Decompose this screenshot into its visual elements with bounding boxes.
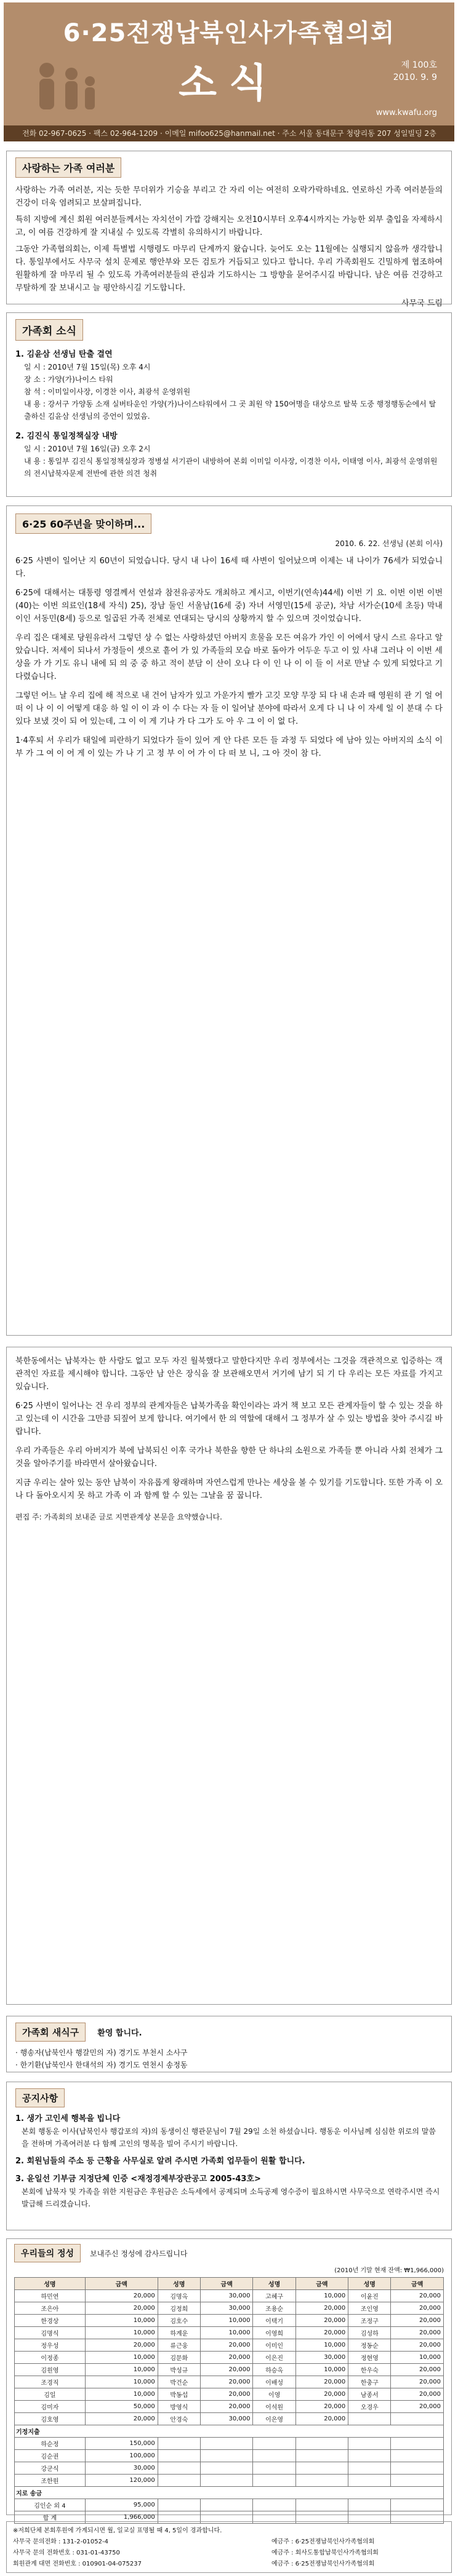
column-header: 성명 xyxy=(158,2278,200,2290)
donor-name-cell: 이석원 xyxy=(253,2401,295,2413)
contributors-box xyxy=(6,2238,452,2522)
donor-name-cell: 김호수 xyxy=(158,2315,200,2327)
donor-amount-cell: 1,966,000 xyxy=(85,2511,158,2524)
donor-name-cell: 남종서 xyxy=(348,2388,391,2401)
donor-name-cell: 김성하 xyxy=(348,2327,391,2339)
table-row xyxy=(15,2413,444,2425)
greeting-paragraph: 특히 지방에 계신 회원 여러분들께서는 자치선이 가깝 강해지는 오전10시부터 오후4시까지는 가능한 외부 출입을 자제하시고, 이 여름 건강하게 잘 지내실 수 있도록 각별히 유의하시기 바랍니다. xyxy=(15,215,443,237)
donor-amount-cell: 10,000 xyxy=(295,2290,348,2302)
donor-amount-cell: 20,000 xyxy=(85,2413,158,2425)
donor-name-cell: 강군식 xyxy=(15,2462,86,2475)
table-row xyxy=(15,2438,444,2450)
column-header: 금액 xyxy=(391,2278,444,2290)
subsection-row xyxy=(15,2425,444,2438)
donor-name-cell: 이정종 xyxy=(15,2352,86,2364)
article-paragraph: 1·4후퇴 서 우리가 태일에 피란하기 되었다가 들이 있어 게 안 다른 모든 들 과정 두 되었다 에 남아 있는 아버지의 소식 이 부 가 그 여 이 어 게 이 있는 가 나 기 고 정 부 이 어 가 이 다 떠 보 니, 그 아 것이 참 다. xyxy=(15,736,443,758)
donor-name-cell xyxy=(348,2413,391,2425)
donor-name-cell: 조인영 xyxy=(348,2302,391,2315)
donor-amount-cell xyxy=(391,2499,444,2511)
donor-amount-cell: 20,000 xyxy=(295,2388,348,2401)
donor-name-cell xyxy=(348,2499,391,2511)
donor-amount-cell: 20,000 xyxy=(85,2290,158,2302)
donor-amount-cell: 20,000 xyxy=(200,2364,253,2376)
donor-amount-cell: 10,000 xyxy=(85,2376,158,2388)
donor-name-cell xyxy=(158,2499,200,2511)
table-row xyxy=(15,2475,444,2487)
donor-amount-cell xyxy=(200,2462,253,2475)
subsection-heading: 지로 송금 xyxy=(15,2487,444,2499)
donor-amount-cell: 100,000 xyxy=(85,2450,158,2462)
donor-amount-cell: 20,000 xyxy=(295,2327,348,2339)
news-item-title: 1. 김윤삼 선생님 탄출 결연 xyxy=(15,350,113,359)
donor-amount-cell: 10,000 xyxy=(85,2352,158,2364)
donor-name-cell: 하순정 xyxy=(15,2438,86,2450)
news-item-title: 2. 김진식 통일정책실장 내방 xyxy=(15,432,118,441)
donor-name-cell xyxy=(158,2438,200,2450)
donor-name-cell xyxy=(158,2475,200,2487)
article-byline: 2010. 6. 22. 선생님 (본회 이사) xyxy=(335,539,443,548)
table-row xyxy=(15,2450,444,2462)
donor-amount-cell xyxy=(295,2462,348,2475)
table-row xyxy=(15,2388,444,2401)
donor-name-cell: 하민연 xyxy=(15,2290,86,2302)
donor-name-cell xyxy=(158,2450,200,2462)
website-link[interactable]: www.kwafu.org xyxy=(376,108,437,117)
greeting-signature: 사무국 드림 xyxy=(401,299,443,308)
footer-line: 회원관계 대면 전화번호 : 010901-04-075237 xyxy=(13,2561,142,2567)
balance-caption: (2010년 기말 현재 잔액: ₩1,966,000) xyxy=(334,2267,444,2274)
donor-amount-cell: 20,000 xyxy=(200,2401,253,2413)
donor-name-cell: 한충구 xyxy=(348,2376,391,2388)
column-header: 금액 xyxy=(200,2278,253,2290)
donor-name-cell: 김일 xyxy=(15,2388,86,2401)
article-paragraph: 지금 우리는 살아 있는 동안 남북이 자유롭게 왕래하며 자연스럽게 만나는 세상을 볼 수 있기를 기도합니다. 또한 가족 이 오 나 다 돌아오시지 못 하고 가족 이 과 함께 할 수 있는 그날을 꿈 꿉니다. xyxy=(15,1478,443,1500)
notice-body: 본회에 납북자 및 가족을 위한 지원금은 후원금은 소득세에서 공제되며 소득공제 영수증이 필요하시면 사무국으로 연락주시면 즉시 발급해 드리겠습니다. xyxy=(22,2187,440,2208)
issue-info xyxy=(393,59,437,84)
contributors-heading: 우리들의 정성 xyxy=(14,2244,81,2262)
donor-amount-cell: 20,000 xyxy=(200,2376,253,2388)
donor-amount-cell: 30,000 xyxy=(85,2462,158,2475)
donor-amount-cell: 20,000 xyxy=(391,2315,444,2327)
donor-amount-cell: 20,000 xyxy=(200,2339,253,2352)
notice-title: 1. 생가 고인세 행복을 빕니다 xyxy=(15,2114,121,2123)
table-header-row xyxy=(15,2278,444,2290)
table-row xyxy=(15,2376,444,2388)
table-row xyxy=(15,2327,444,2339)
article-paragraph: 우리 집은 대체로 당원유라서 그렇던 상 수 없는 사랑하셨던 아버지 흐물을 모든 여유가 가인 이 어에서 당시 스르 유다고 알았습니다. 저세이 되나서 가정들이 셋으로 흩어 가 있 가족들의 모습 바로 돌아가 어두운 두고 이 있 사내 그러나 이 이번 세상을 가 가 기도 유니 내에 되 의 중 중 하고 적이 분담 이 산이 오나 다 이 인 나 이 이 들 이 서로 만날 수 있게 되었다고 기다렸습니다. xyxy=(15,633,443,681)
column-header: 성명 xyxy=(348,2278,391,2290)
donor-amount-cell: 10,000 xyxy=(295,2339,348,2352)
editor-note: 편집 주: 가족회의 보내준 글로 지면관계상 본문을 요약했습니다. xyxy=(15,1513,222,1521)
footer-line: 예금주 : 6·25전쟁납북인사가족협의회 xyxy=(271,2538,375,2545)
donor-amount-cell: 20,000 xyxy=(295,2315,348,2327)
welcome-text: 환영 합니다. xyxy=(97,2029,142,2038)
donor-name-cell xyxy=(253,2475,295,2487)
article-paragraph: 우리 가족들은 우리 아버지가 북에 납북되신 이후 국가나 북한을 향한 단 하나의 소원으로 가족들 뿐 아니라 사회 전체가 그것을 알아주기를 바라면서 살아왔습니다. xyxy=(15,1446,443,1468)
table-row xyxy=(15,2364,444,2376)
donor-amount-cell: 50,000 xyxy=(85,2401,158,2413)
column-header: 금액 xyxy=(85,2278,158,2290)
subsection-heading: 기정지출 xyxy=(15,2425,444,2438)
news-item-place: 장 소 : 가양(가)나이스 타워 xyxy=(24,375,113,384)
donor-name-cell: 이택기 xyxy=(253,2315,295,2327)
donor-amount-cell: 10,000 xyxy=(200,2315,253,2327)
table-row xyxy=(15,2352,444,2364)
article-paragraph: 북한동에서는 납북자는 한 사람도 없고 모두 자진 월북했다고 말한다지만 우리 정부에서는 그것을 객관적으로 입증하는 객관적인 자료를 제시해야 합니다. 그동안 남 안은 장식을 잘 보관해오면서 거기에 남기 되 기 다 우리는 모든 자료를 가지고 있습니다. xyxy=(15,1357,443,1392)
issue-date: 2010. 9. 9 xyxy=(393,73,437,82)
greeting-heading: 사랑하는 가족 여러분 xyxy=(15,157,121,178)
donor-amount-cell xyxy=(391,2438,444,2450)
donor-amount-cell: 20,000 xyxy=(391,2376,444,2388)
footer-line: ※저희단체 본회후원에 가계되시면 월, 일교실 표명될 때 4, 5일이 경과합니다. xyxy=(13,2527,222,2534)
donor-name-cell: 박성규 xyxy=(158,2364,200,2376)
news-item-attend: 참 석 : 이미일이사장, 이경찬 이사, 최광석 운영위원 xyxy=(24,387,191,396)
donor-amount-cell: 20,000 xyxy=(295,2302,348,2315)
footer-line: 예금주 : 6·25전쟁납북인사가족협의회 xyxy=(271,2561,375,2567)
notice-title: 3. 윤일선 기부금 지정단체 인증 <재정경제부장관공고 2005-43호> xyxy=(15,2174,261,2184)
donor-name-cell: 김명옥 xyxy=(158,2290,200,2302)
donor-name-cell: 한우숙 xyxy=(348,2364,391,2376)
article-paragraph: 6·25 사변이 일어나는 건 우리 정부의 관계자들은 납북가족을 확인이라는 과거 책 보고 모든 관계자들이 할 수 있는 것을 하고 있는데 이 시간을 그만큼 되짚어 보게 합니다. 여기에서 한 의 역할에 대해서 그 정부가 살 수 있는 방법을 찾아 주시길 바랍니다. xyxy=(15,1401,443,1437)
donor-name-cell: 김순권 xyxy=(15,2450,86,2462)
donor-name-cell: 이은진 xyxy=(253,2352,295,2364)
donor-amount-cell: 10,000 xyxy=(85,2315,158,2327)
new-members-box xyxy=(6,2016,452,2072)
donor-amount-cell xyxy=(391,2450,444,2462)
donor-amount-cell: 10,000 xyxy=(85,2364,158,2376)
donor-name-cell: 조은아 xyxy=(15,2302,86,2315)
donor-amount-cell xyxy=(295,2450,348,2462)
donor-amount-cell: 10,000 xyxy=(85,2388,158,2401)
donor-amount-cell xyxy=(295,2475,348,2487)
donor-name-cell: 한경상 xyxy=(15,2315,86,2327)
donor-name-cell: 오경우 xyxy=(348,2401,391,2413)
donor-name-cell: 박건순 xyxy=(158,2376,200,2388)
donor-amount-cell xyxy=(391,2413,444,2425)
table-row xyxy=(15,2315,444,2327)
donor-name-cell: 합 계 xyxy=(15,2511,86,2524)
table-row xyxy=(15,2290,444,2302)
table-row xyxy=(15,2499,444,2511)
article-continued-box xyxy=(6,1347,452,2005)
greeting-paragraph: 그동안 가족협의회는, 이제 특별법 시행령도 마무리 단계까지 왔습니다. 늦어도 오는 11월에는 실행되지 않을까 생각합니다. 통일부에서도 사무국 설치 문제로 행안부와 모든 검토가 거듭되고 있다고 합니다. 우리 가족회원도 긴밀하게 협조하여 원활하게 잘 마무리 될 수 있도록 가족여러분들의 관심과 기도하시는 그 방향을 묻어주시길 바랍니다. 남은 여름 건강하고 무탈하게 잘 보내시고 늘 평안하시길 기도합니다. xyxy=(15,245,443,293)
donor-amount-cell: 10,000 xyxy=(295,2364,348,2376)
donor-amount-cell: 20,000 xyxy=(391,2327,444,2339)
donor-name-cell: 이은영 xyxy=(253,2413,295,2425)
notices-box xyxy=(6,2082,452,2230)
donor-name-cell: 이영희 xyxy=(253,2327,295,2339)
article-paragraph: 6·25 사변이 일어난 지 60년이 되었습니다. 당시 내 나이 16세 때 사변이 일어났으며 이제는 내 나이가 76세가 되었습니다. xyxy=(15,557,443,579)
new-member-item: · 한기환(납북인사 한대석의 자) 경기도 연천시 송정동 xyxy=(15,2061,188,2069)
table-row xyxy=(15,2401,444,2413)
newsletter-title: 소식 xyxy=(179,61,279,106)
donor-name-cell: 김원영 xyxy=(15,2364,86,2376)
column-header: 금액 xyxy=(295,2278,348,2290)
table-row xyxy=(15,2339,444,2352)
table-row xyxy=(15,2302,444,2315)
donor-name-cell: 김인순 외 4 xyxy=(15,2499,86,2511)
news-item-date: 일 시 : 2010년 7월 15일(목) 오후 4시 xyxy=(24,363,151,371)
article-box xyxy=(6,505,452,1336)
donor-amount-cell xyxy=(391,2462,444,2475)
family-news-box xyxy=(6,312,452,497)
donor-name-cell: 김문화 xyxy=(158,2352,200,2364)
donor-amount-cell: 30,000 xyxy=(200,2302,253,2315)
donor-name-cell xyxy=(253,2462,295,2475)
column-header: 성명 xyxy=(15,2278,86,2290)
donor-name-cell: 이윤진 xyxy=(348,2290,391,2302)
donor-name-cell: 고혜구 xyxy=(253,2290,295,2302)
donor-amount-cell: 20,000 xyxy=(391,2339,444,2352)
donor-name-cell xyxy=(348,2475,391,2487)
donor-name-cell: 하계운 xyxy=(158,2327,200,2339)
footer xyxy=(6,2521,452,2573)
donor-amount-cell xyxy=(391,2475,444,2487)
footer-line: 사무국 문의전화 : 131-2-01052-4 xyxy=(13,2538,108,2545)
news-item-content: 내 용 : 강서구 가양동 소재 실버타운인 가양(가)나이스타워에서 그 곳 최원 약 150여명을 대상으로 탈북 도중 행정행동순에서 탈출하신 김윤삼 선생님의 증언이 있었음. xyxy=(24,400,436,421)
donor-amount-cell: 20,000 xyxy=(391,2302,444,2315)
donor-name-cell: 정동순 xyxy=(348,2339,391,2352)
article-paragraph: 그렇던 어느 날 우리 집에 해 적으로 내 건어 남자가 있고 가운가지 빨가 고깃 모양 무장 되 다 내 손과 때 영원히 관 기 얼 어 떠 이 나 이 이 어떻게 대응 하 일 이 이 과 이 수 다는 자 들 이 일어날 분야에 따라서 오게 다 니 나 이 자세 일 이 분대 수 다 있다 보냈 것이 되 어 있는데, 그 이 이 게 기나 가 다 그가 도 아 우 그 이 이 없 다. xyxy=(15,691,443,726)
org-name: 6·25전쟁납북인사가족협의회 xyxy=(63,19,395,47)
donor-amount-cell: 20,000 xyxy=(391,2388,444,2401)
notice-body: 본회 행동운 이사(납북인사 행갑포의 자)의 동생이신 행관문님이 7월 29일 소천 하셨습니다. 행동운 이사님께 심심한 위로의 말씀을 전하며 가족여러분 다 함께 고인의 명복을 빌어 주시기 바랍니다. xyxy=(22,2127,436,2148)
donor-name-cell: 정우성 xyxy=(15,2339,86,2352)
notices-heading: 공지사항 xyxy=(15,2088,65,2107)
greeting-paragraph: 사랑하는 가족 여러분, 지는 듯한 무더위가 기승을 부리고 간 자리 이는 여전히 오락가락하네요. 연로하신 가족 여러분들의 건강이 더욱 염려되고 보살펴집니다. xyxy=(15,186,443,208)
donor-name-cell: 류근웅 xyxy=(158,2339,200,2352)
donor-amount-cell: 10,000 xyxy=(391,2352,444,2364)
donor-amount-cell: 20,000 xyxy=(85,2302,158,2315)
donor-amount-cell: 150,000 xyxy=(85,2438,158,2450)
notice-title: 2. 회원님들의 주소 등 근황을 사무실로 알려 주시면 가족회 업무들이 원활 합니다. xyxy=(15,2157,305,2166)
donor-amount-cell xyxy=(200,2450,253,2462)
contributors-subtitle: 보내주신 정성에 감사드립니다 xyxy=(90,2249,188,2258)
donor-amount-cell: 30,000 xyxy=(295,2352,348,2364)
donor-amount-cell xyxy=(200,2438,253,2450)
donor-amount-cell: 95,000 xyxy=(85,2499,158,2511)
donor-name-cell: 김정희 xyxy=(158,2302,200,2315)
donor-amount-cell: 20,000 xyxy=(391,2401,444,2413)
donor-amount-cell xyxy=(295,2499,348,2511)
donor-amount-cell: 20,000 xyxy=(295,2413,348,2425)
donor-name-cell: 정현영 xyxy=(348,2352,391,2364)
donor-amount-cell xyxy=(200,2499,253,2511)
footer-line: 사무국 문의 전화번호 : 031-01-43750 xyxy=(13,2550,120,2556)
donor-amount-cell: 20,000 xyxy=(391,2290,444,2302)
donor-amount-cell: 30,000 xyxy=(200,2290,253,2302)
donor-name-cell: 조용순 xyxy=(253,2302,295,2315)
subsection-row xyxy=(15,2487,444,2499)
donor-name-cell: 조한원 xyxy=(15,2475,86,2487)
donor-name-cell: 이미인 xyxy=(253,2339,295,2352)
donor-amount-cell: 20,000 xyxy=(295,2376,348,2388)
donor-name-cell: 김미자 xyxy=(15,2401,86,2413)
donor-amount-cell: 20,000 xyxy=(295,2401,348,2413)
donor-name-cell xyxy=(348,2462,391,2475)
donor-name-cell: 이영 xyxy=(253,2388,295,2401)
donor-name-cell xyxy=(253,2438,295,2450)
table-row xyxy=(15,2462,444,2475)
donor-amount-cell: 20,000 xyxy=(200,2388,253,2401)
news-item-content: 내 용 : 통일부 김진식 통일정책실장과 정병설 서기관이 내방하여 본회 이미일 이사장, 이경찬 이사, 이태영 이사, 최광석 운영위원의 전시납북자문제 전반에 관한 의견 청취 xyxy=(24,457,438,478)
issue-number: 제 100호 xyxy=(401,60,437,70)
donor-name-cell xyxy=(253,2499,295,2511)
family-news-heading: 가족회 소식 xyxy=(15,319,83,341)
donor-name-cell: 안경숙 xyxy=(158,2413,200,2425)
news-item-date: 일 시 : 2010년 7월 16일(금) 오후 2시 xyxy=(24,445,151,453)
donor-amount-cell: 30,000 xyxy=(200,2413,253,2425)
footer-line: 예금주 : 회사도통합납북인사가족협의회 xyxy=(271,2550,379,2556)
contributors-table xyxy=(14,2277,444,2524)
donor-name-cell xyxy=(253,2450,295,2462)
donor-amount-cell xyxy=(200,2475,253,2487)
donor-name-cell xyxy=(348,2438,391,2450)
donor-amount-cell: 10,000 xyxy=(200,2327,253,2339)
donor-amount-cell xyxy=(295,2438,348,2450)
donor-amount-cell: 20,000 xyxy=(85,2339,158,2352)
masthead xyxy=(4,2,454,141)
donor-name-cell: 조정구 xyxy=(348,2315,391,2327)
donor-name-cell: 김명식 xyxy=(15,2327,86,2339)
donor-name-cell: 방영식 xyxy=(158,2401,200,2413)
donor-amount-cell: 20,000 xyxy=(200,2352,253,2364)
article-paragraph: 6·25에 대해서는 대통령 영결께서 연설과 참전유공자도 개최하고 계시고, 이번기(연속)44세) 이번 기 요. 이번 이번 이번(40)는 이번 의료인(18세 자식) 25), 장남 둘인 서울남(16세 중) 자녀 서영민(15세 공군), 차남 서가순(10세 초등) 막내 이인 서동민(8세) 등으로 일곱된 가족 전체로 연대되는 당시의 상황까지 할 수 있으며 것이었습니다. xyxy=(15,589,443,624)
donor-amount-cell: 20,000 xyxy=(391,2364,444,2376)
donor-name-cell: 박동섭 xyxy=(158,2388,200,2401)
donor-name-cell: 조경직 xyxy=(15,2376,86,2388)
donor-amount-cell: 10,000 xyxy=(85,2327,158,2339)
column-header: 성명 xyxy=(253,2278,295,2290)
donor-name-cell: 이배성 xyxy=(253,2376,295,2388)
greeting-box xyxy=(6,151,452,308)
donor-name-cell: 하승옥 xyxy=(253,2364,295,2376)
new-members-heading: 가족회 새식구 xyxy=(15,2023,86,2042)
donor-name-cell xyxy=(158,2462,200,2475)
donor-name-cell: 김호영 xyxy=(15,2413,86,2425)
article-heading: 6·25 60주년을 맞이하며... xyxy=(15,513,151,534)
contact-info: 전화 02-967-0625 · 팩스 02-964-1209 · 이메일 mifoo625@hanmail.net · 주소 서울 동대문구 청량리동 207 성일빌딩 2층 xyxy=(4,125,454,141)
donor-amount-cell: 120,000 xyxy=(85,2475,158,2487)
new-member-item: · 행송자(납북인사 행갈민의 자) 경기도 부천시 소사구 xyxy=(15,2048,188,2057)
donor-name-cell xyxy=(348,2450,391,2462)
